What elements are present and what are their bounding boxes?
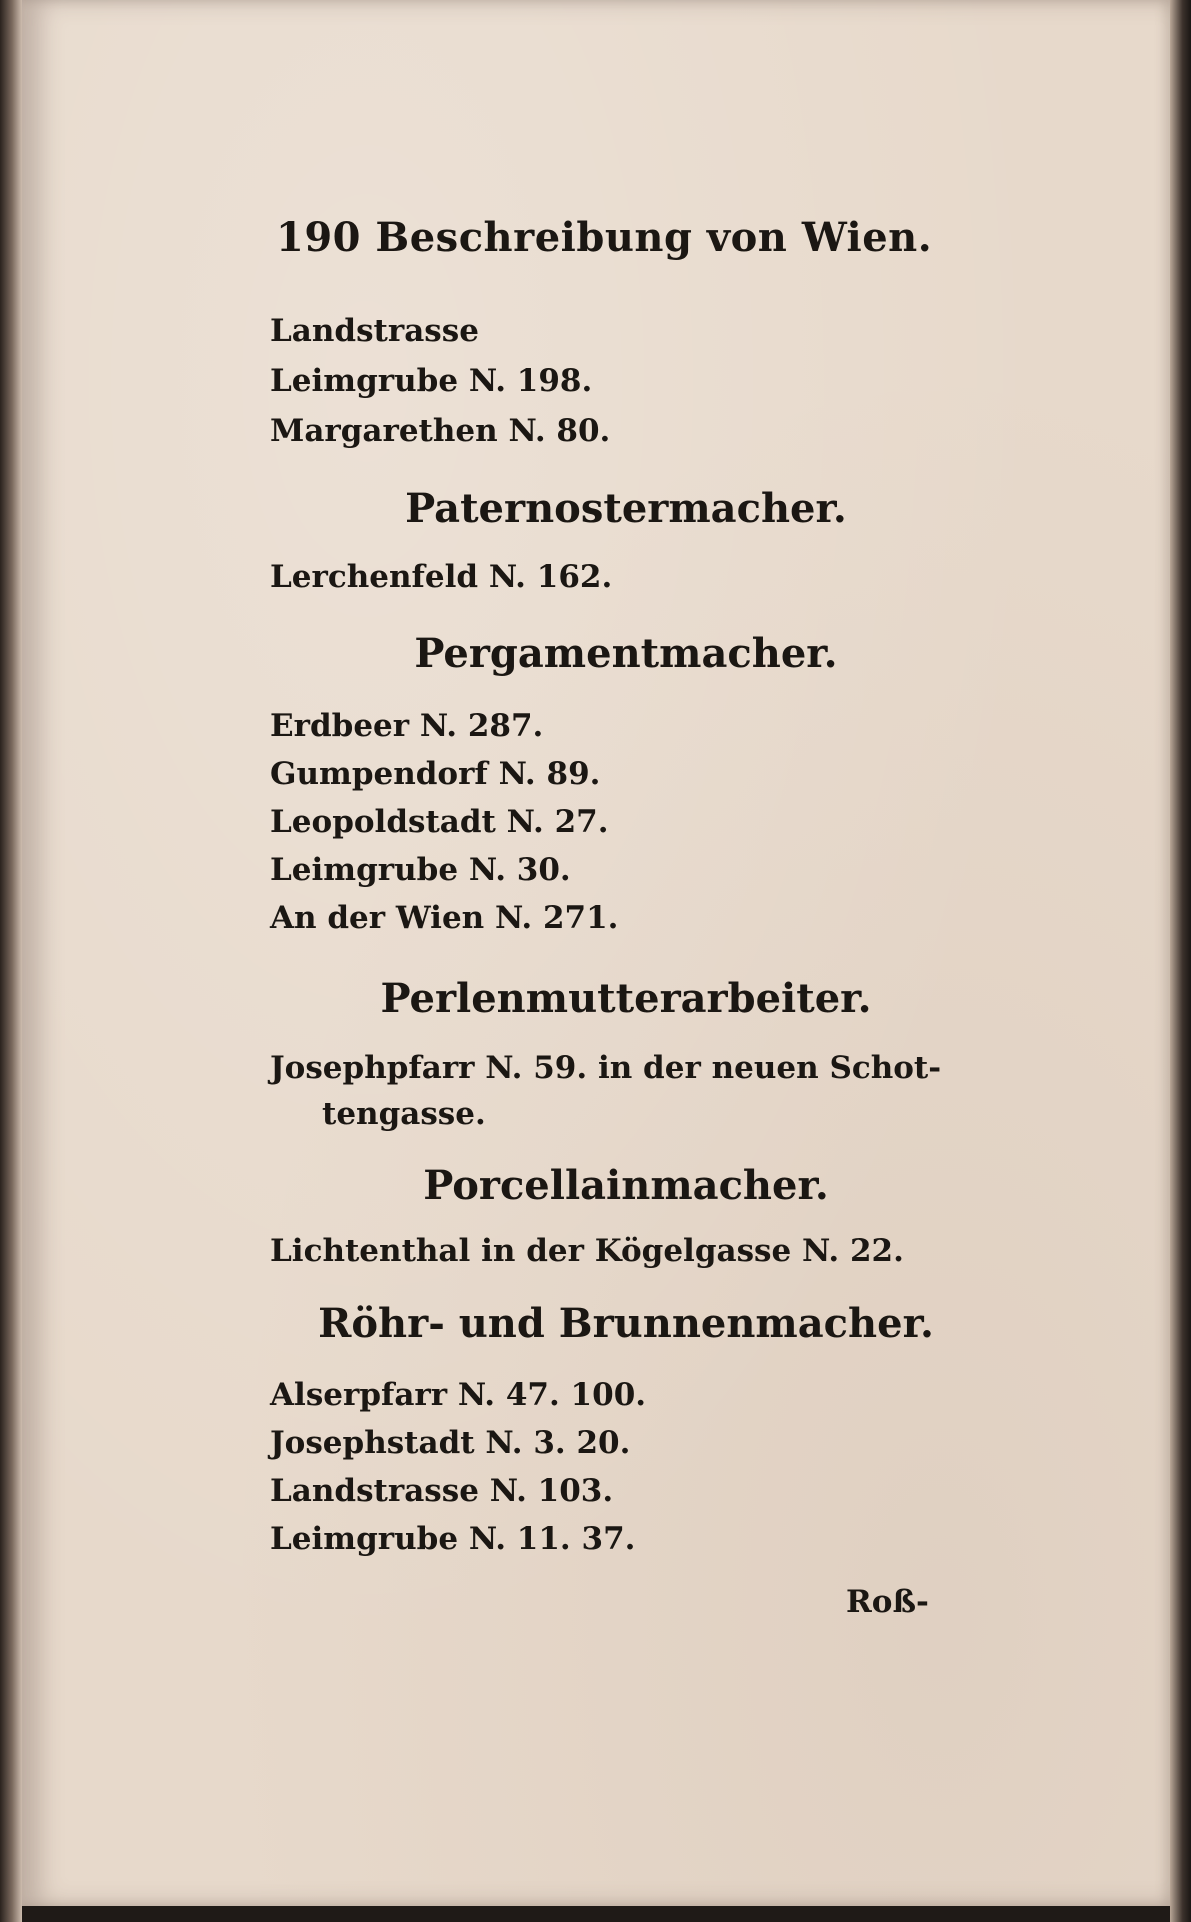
running-header: 190 Beschreibung von Wien. [276,214,933,261]
page-text [266,0,1046,1700]
catchword: Roß- [846,1584,929,1620]
list-item: Landstrasse [270,313,479,349]
section-heading: Paternostermacher. [405,485,847,532]
page-right-edge [1170,0,1191,1922]
list-item: Landstrasse N. 103. [270,1473,614,1509]
list-item: Lerchenfeld N. 162. [270,559,613,595]
list-item-continuation: tengasse. [322,1096,486,1132]
section-heading: Röhr- und Brunnenmacher. [318,1300,934,1347]
list-item: Josephpfarr N. 59. in der neuen Schot- [270,1050,942,1086]
list-item: Margarethen N. 80. [270,413,611,449]
list-item: Leimgrube N. 11. 37. [270,1521,636,1557]
page-left-edge [0,0,22,1922]
list-item: Gumpendorf N. 89. [270,756,601,792]
list-item: Alserpfarr N. 47. 100. [270,1377,647,1413]
list-item: Erdbeer N. 287. [270,708,544,744]
list-item: Leimgrube N. 198. [270,363,593,399]
list-item: An der Wien N. 271. [270,900,619,936]
section-heading: Pergamentmacher. [414,630,838,677]
list-item: Leopoldstadt N. 27. [270,804,609,840]
list-item: Lichtenthal in der Kögelgasse N. 22. [270,1233,904,1269]
section-heading: Perlenmutterarbeiter. [380,975,872,1022]
list-item: Josephstadt N. 3. 20. [270,1425,631,1461]
section-heading: Porcellainmacher. [423,1162,829,1209]
list-item: Leimgrube N. 30. [270,852,571,888]
